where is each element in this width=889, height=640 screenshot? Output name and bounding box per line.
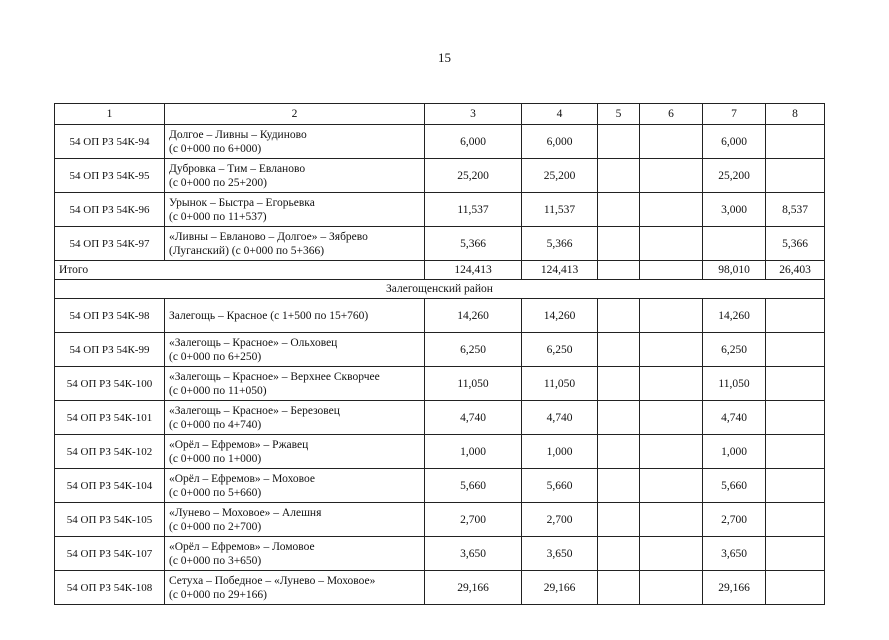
value-cell-c7: 29,166: [703, 571, 766, 605]
value-cell-c7: 2,700: [703, 503, 766, 537]
value-cell-c6: [640, 227, 703, 261]
value-cell-c7: 3,650: [703, 537, 766, 571]
value-cell-c7: 1,000: [703, 435, 766, 469]
column-header: 1: [55, 104, 165, 125]
column-header: 7: [703, 104, 766, 125]
table-row: [55, 537, 825, 571]
value-cell-c4: 4,740: [522, 401, 598, 435]
road-code-cell: 54 ОП РЗ 54К-96: [55, 193, 165, 227]
value-cell-c6: [640, 299, 703, 333]
value-cell-c6: [640, 401, 703, 435]
table-row: [55, 503, 825, 537]
table-row: [55, 299, 825, 333]
value-cell-c4: 11,050: [522, 367, 598, 401]
value-cell-c4: 11,537: [522, 193, 598, 227]
road-range-line: (с 0+000 по 1+000): [169, 452, 262, 465]
road-range-line: (с 0+000 по 5+660): [169, 486, 262, 499]
value-cell-c5: [598, 227, 640, 261]
road-name-cell: [165, 125, 425, 159]
road-range-line: (с 0+000 по 6+000): [169, 142, 262, 155]
table-row: [55, 333, 825, 367]
table-row: [55, 469, 825, 503]
value-cell-c5: [598, 537, 640, 571]
road-name-line: «Залегощь – Красное» – Верхнее Скворчее: [169, 370, 380, 383]
value-cell-c8: [766, 367, 825, 401]
total-row: [55, 261, 825, 280]
value-cell-c8: [766, 571, 825, 605]
value-cell-c6: [640, 125, 703, 159]
table-row: [55, 227, 825, 261]
value-cell-c4: 25,200: [522, 159, 598, 193]
value-cell-c7: 14,260: [703, 299, 766, 333]
value-cell-c3: 3,650: [425, 537, 522, 571]
value-cell-c4: 14,260: [522, 299, 598, 333]
value-cell-c8: [766, 401, 825, 435]
road-name-line: «Ливны – Евланово – Долгое» – Зябрево: [169, 230, 368, 243]
value-cell-c5: [598, 469, 640, 503]
road-name-cell: [165, 469, 425, 503]
value-cell-c3: 5,660: [425, 469, 522, 503]
table-row: [55, 159, 825, 193]
road-code-cell: 54 ОП РЗ 54К-107: [55, 537, 165, 571]
value-cell-c6: [640, 367, 703, 401]
road-code-cell: 54 ОП РЗ 54К-99: [55, 333, 165, 367]
road-name-line: Урынок – Быстра – Егорьевка: [169, 196, 315, 209]
value-cell-c3: 5,366: [425, 227, 522, 261]
value-cell-c4: 2,700: [522, 503, 598, 537]
road-code-cell: 54 ОП РЗ 54К-94: [55, 125, 165, 159]
road-name-line: Сетуха – Победное – «Лунево – Моховое»: [169, 574, 376, 587]
value-cell-c8: [766, 299, 825, 333]
table-row: [55, 193, 825, 227]
road-range-line: (с 0+000 по 11+050): [169, 384, 267, 397]
value-cell-c8: [766, 125, 825, 159]
value-cell-c5: [598, 333, 640, 367]
value-cell-c6: [640, 193, 703, 227]
page-number: 15: [438, 50, 451, 65]
value-cell-c6: [640, 333, 703, 367]
value-cell-c4: 29,166: [522, 571, 598, 605]
road-name-cell: [165, 537, 425, 571]
road-range-line: (с 0+000 по 29+166): [169, 588, 268, 601]
road-code-cell: 54 ОП РЗ 54К-97: [55, 227, 165, 261]
value-cell-c7: 6,000: [703, 125, 766, 159]
road-code-cell: 54 ОП РЗ 54К-104: [55, 469, 165, 503]
value-cell-c8: [766, 503, 825, 537]
value-cell-c3: 11,050: [425, 367, 522, 401]
road-range-line: (Луганский) (с 0+000 по 5+366): [169, 244, 325, 257]
road-code-cell: 54 ОП РЗ 54К-108: [55, 571, 165, 605]
road-name-line: Залегощь – Красное (с 1+500 по 15+760): [169, 309, 369, 322]
road-name-cell: [165, 435, 425, 469]
value-cell-c6: [640, 469, 703, 503]
value-cell-c6: [640, 537, 703, 571]
road-name-line: «Орёл – Ефремов» – Ржавец: [169, 438, 309, 451]
value-cell-c4: 6,000: [522, 125, 598, 159]
column-header: 2: [165, 104, 425, 125]
value-cell-c8: [766, 537, 825, 571]
road-name-cell: [165, 367, 425, 401]
value-cell-c3: 2,700: [425, 503, 522, 537]
value-cell-c7: 25,200: [703, 159, 766, 193]
total-value-c6: [640, 261, 703, 280]
total-value-c8: 26,403: [766, 261, 825, 280]
road-code-cell: 54 ОП РЗ 54К-102: [55, 435, 165, 469]
road-name-line: «Лунево – Моховое» – Алешня: [169, 506, 322, 519]
value-cell-c6: [640, 435, 703, 469]
table-row: [55, 125, 825, 159]
value-cell-c8: [766, 469, 825, 503]
road-name-cell: [165, 333, 425, 367]
value-cell-c8: [766, 159, 825, 193]
value-cell-c4: 5,366: [522, 227, 598, 261]
road-range-line: (с 0+000 по 11+537): [169, 210, 267, 223]
district-title: Залегощенский район: [55, 280, 825, 299]
value-cell-c5: [598, 401, 640, 435]
value-cell-c7: 3,000: [703, 193, 766, 227]
value-cell-c7: 5,660: [703, 469, 766, 503]
road-name-cell: [165, 227, 425, 261]
road-name-cell: [165, 193, 425, 227]
value-cell-c5: [598, 571, 640, 605]
value-cell-c5: [598, 299, 640, 333]
value-cell-c3: 29,166: [425, 571, 522, 605]
road-code-cell: 54 ОП РЗ 54К-95: [55, 159, 165, 193]
table-row: [55, 435, 825, 469]
value-cell-c7: 4,740: [703, 401, 766, 435]
road-range-line: (с 0+000 по 6+250): [169, 350, 262, 363]
district-row: [55, 280, 825, 299]
column-header: 5: [598, 104, 640, 125]
table-row: [55, 401, 825, 435]
value-cell-c3: 6,000: [425, 125, 522, 159]
value-cell-c3: 4,740: [425, 401, 522, 435]
total-value-c4: 124,413: [522, 261, 598, 280]
value-cell-c5: [598, 435, 640, 469]
value-cell-c8: [766, 435, 825, 469]
road-name-line: Дубровка – Тим – Евланово: [169, 162, 306, 175]
column-header: 8: [766, 104, 825, 125]
value-cell-c5: [598, 159, 640, 193]
value-cell-c5: [598, 193, 640, 227]
total-value-c3: 124,413: [425, 261, 522, 280]
road-name-cell: [165, 159, 425, 193]
total-value-c5: [598, 261, 640, 280]
column-header: 6: [640, 104, 703, 125]
total-value-c7: 98,010: [703, 261, 766, 280]
value-cell-c5: [598, 125, 640, 159]
value-cell-c3: 1,000: [425, 435, 522, 469]
table-row: [55, 367, 825, 401]
value-cell-c8: 8,537: [766, 193, 825, 227]
table-header-row: [55, 104, 825, 125]
road-name-line: «Орёл – Ефремов» – Моховое: [169, 472, 315, 485]
value-cell-c3: 11,537: [425, 193, 522, 227]
road-code-cell: 54 ОП РЗ 54К-98: [55, 299, 165, 333]
value-cell-c6: [640, 571, 703, 605]
value-cell-c4: 6,250: [522, 333, 598, 367]
value-cell-c5: [598, 503, 640, 537]
road-name-line: «Залегощь – Красное» – Березовец: [169, 404, 340, 417]
road-name-cell: [165, 571, 425, 605]
road-code-cell: 54 ОП РЗ 54К-105: [55, 503, 165, 537]
value-cell-c4: 3,650: [522, 537, 598, 571]
total-label: Итого: [55, 261, 425, 280]
road-code-cell: 54 ОП РЗ 54К-100: [55, 367, 165, 401]
value-cell-c8: [766, 333, 825, 367]
value-cell-c3: 14,260: [425, 299, 522, 333]
value-cell-c4: 1,000: [522, 435, 598, 469]
value-cell-c7: [703, 227, 766, 261]
table-row: [55, 571, 825, 605]
road-name-cell: [165, 503, 425, 537]
value-cell-c3: 6,250: [425, 333, 522, 367]
value-cell-c3: 25,200: [425, 159, 522, 193]
roads-table: [54, 103, 825, 605]
road-name-line: «Орёл – Ефремов» – Ломовое: [169, 540, 315, 553]
value-cell-c8: 5,366: [766, 227, 825, 261]
column-header: 3: [425, 104, 522, 125]
value-cell-c6: [640, 503, 703, 537]
road-name-cell: [165, 401, 425, 435]
road-range-line: (с 0+000 по 3+650): [169, 554, 262, 567]
value-cell-c7: 11,050: [703, 367, 766, 401]
road-code-cell: 54 ОП РЗ 54К-101: [55, 401, 165, 435]
road-name-line: «Залегощь – Красное» – Ольховец: [169, 336, 338, 349]
road-name-line: Долгое – Ливны – Кудиново: [169, 128, 307, 141]
value-cell-c6: [640, 159, 703, 193]
value-cell-c5: [598, 367, 640, 401]
value-cell-c4: 5,660: [522, 469, 598, 503]
road-range-line: (с 0+000 по 4+740): [169, 418, 262, 431]
column-header: 4: [522, 104, 598, 125]
value-cell-c7: 6,250: [703, 333, 766, 367]
road-range-line: (с 0+000 по 25+200): [169, 176, 268, 189]
road-name-cell: [165, 299, 425, 333]
road-range-line: (с 0+000 по 2+700): [169, 520, 262, 533]
